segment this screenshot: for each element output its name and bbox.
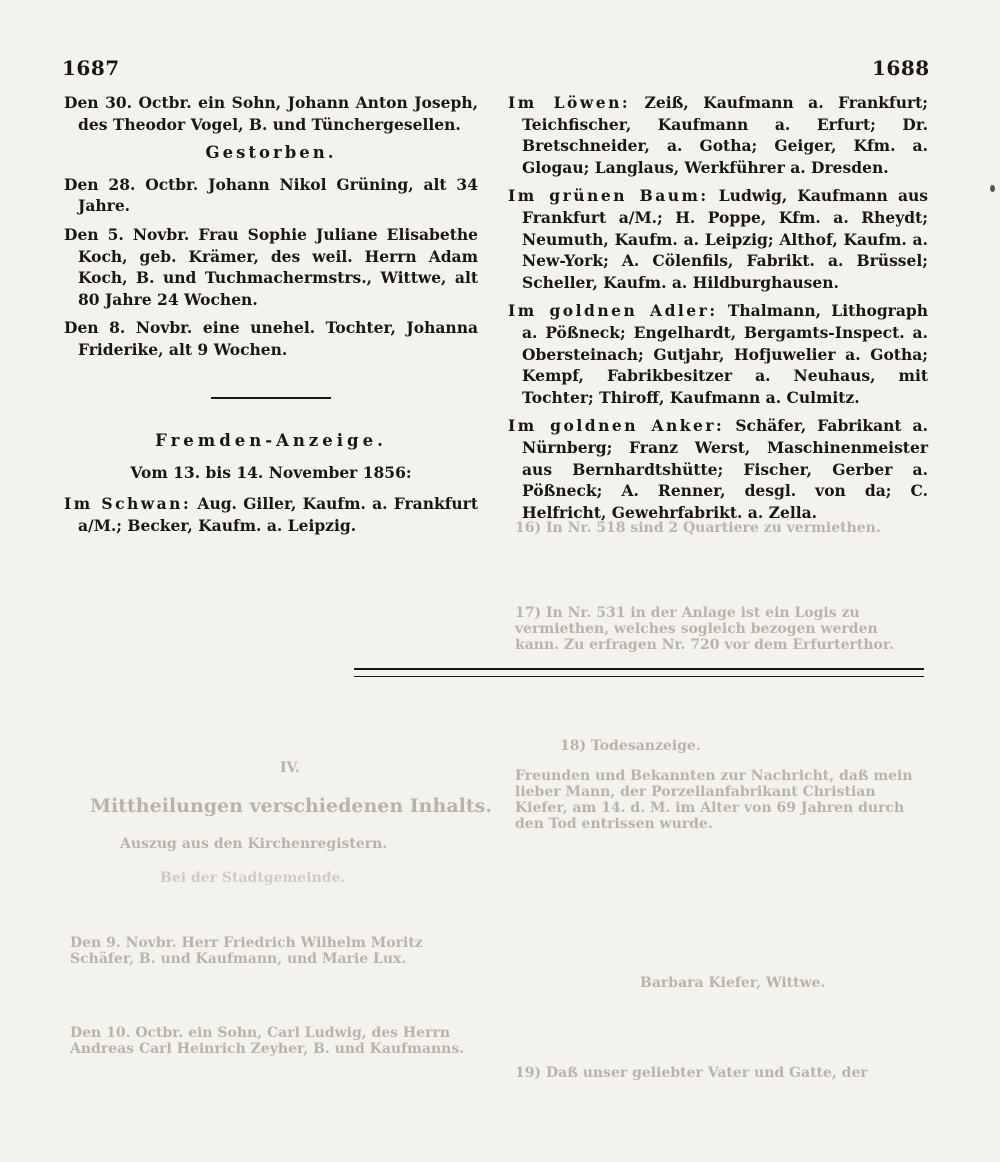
bleed-notice-18: 18) Todesanzeige.: [560, 738, 701, 754]
bleed-parish: Bei der Stadtgemeinde.: [160, 870, 346, 886]
bleed-birth: Den 10. Octbr. ein Sohn, Carl Ludwig, des Herrn Andreas Carl Heinrich Zeyher, B. und Kaufmanns.: [70, 1025, 465, 1057]
birth-entry: Den 30. Octbr. ein Sohn, Johann Anton Joseph, des Theodor Vogel, B. und Tünchergesellen.: [64, 93, 478, 134]
death-entry-3: Den 8. Novbr. eine unehel. Tochter, Johanna Friderike, alt 9 Wochen.: [64, 318, 478, 359]
bleed-signature: Barbara Kiefer, Wittwe.: [640, 975, 826, 991]
hotel-entry-goldner-adler: [508, 300, 928, 408]
right-column: [508, 92, 928, 530]
page-number-left: 1687: [62, 56, 120, 80]
arrivals-heading: Fremden-Anzeige.: [155, 431, 387, 451]
hotel-entry-gruener-baum: [508, 185, 928, 293]
death-entry-2: Den 5. Novbr. Frau Sophie Juliane Elisabethe Koch, geb. Krämer, des weil. Herrn Adam Koch, B. und Tuchmachermstrs., Wittwe, alt 80 Jahre 24 Wochen.: [64, 224, 478, 309]
hotel-entry-goldner-anker: [508, 415, 928, 523]
bleed-notice-17: 17) In Nr. 531 in der Anlage ist ein Logis zu vermiethen, welches sogleich bezogen werden kann. Zu erfragen Nr. 720 vor dem Erfurterthor.: [515, 605, 894, 653]
hotel-name: Im Schwan:: [64, 494, 192, 514]
deaths-heading: Gestorben.: [205, 143, 337, 163]
bleed-notice-19: 19) Daß unser geliebter Vater und Gatte, der: [515, 1065, 868, 1081]
bleed-notice-16: 16) In Nr. 518 sind 2 Quartiere zu vermiethen.: [515, 520, 881, 536]
left-column: [64, 92, 478, 544]
hotel-entry-schwan: [64, 493, 478, 536]
bleed-subtitle: Auszug aus den Kirchenregistern.: [120, 836, 388, 852]
hotel-name: Im goldnen Adler:: [508, 301, 718, 321]
end-rule: [354, 668, 924, 677]
ink-speck: [990, 185, 995, 192]
hotel-name: Im goldnen Anker:: [508, 416, 725, 436]
arrivals-date: Vom 13. bis 14. November 1856:: [130, 462, 412, 482]
hotel-guests: Aug. Giller, Kaufm. a. Frankfurt a/M.; Becker, Kaufm. a. Leipzig.: [78, 494, 479, 535]
hotel-guests: Schäfer, Fabrikant a. Nürnberg; Franz Werst, Maschinenmeister aus Bernhardtshütte; Fischer, Gerber a. Pößneck; A. Renner, desgl. von da; C. Helfricht, Gewehrfabrikt. a. Zella.: [522, 416, 929, 522]
section-divider: [64, 383, 478, 405]
bleed-section-number: IV.: [280, 760, 300, 776]
bleed-marriage: Den 9. Novbr. Herr Friedrich Wilhelm Moritz Schäfer, B. und Kaufmann, und Marie Lux.: [70, 935, 423, 967]
bleed-notice-18-text: Freunden und Bekannten zur Nachricht, daß mein lieber Mann, der Porzellanfabrikant Christian Kiefer, am 14. d. M. im Alter von 69 Jahren durch den Tod entrissen wurde.: [515, 768, 913, 832]
hotel-name: Im grünen Baum:: [508, 186, 709, 206]
bleed-section-title: Mittheilungen verschiedenen Inhalts.: [90, 795, 492, 817]
hotel-name: Im Löwen:: [508, 93, 631, 112]
hotel-guests: Zeiß, Kaufmann a. Frankfurt; Teichfischer, Kaufmann a. Erfurt; Dr. Bretschneider, a. Gotha; Geiger, Kfm. a. Glogau; Langlaus, Werkführer a. Dresden.: [522, 93, 929, 177]
hotel-guests: Ludwig, Kaufmann aus Frankfurt a/M.; H. Poppe, Kfm. a. Rheydt; Neumuth, Kaufm. a. Leipzig; Althof, Kaufm. a. New-York; A. Cölenfils, Fabrikt. a. Brüssel; Scheller, Kaufm. a. Hildburghausen.: [522, 186, 928, 292]
page-number-right: 1688: [872, 56, 930, 80]
hotel-guests: Thalmann, Lithograph a. Pößneck; Engelhardt, Bergamts-Inspect. a. Obersteinach; Gutjahr, Hofjuwelier a. Gotha; Kempf, Fabrikbesitzer a. Neuhaus, mit Tochter; Thiroff, Kaufmann a. Culmitz.: [522, 301, 928, 407]
hotel-entry-loewen: [508, 92, 928, 178]
death-entry-1: Den 28. Octbr. Johann Nikol Grüning, alt 34 Jahre.: [64, 174, 478, 216]
